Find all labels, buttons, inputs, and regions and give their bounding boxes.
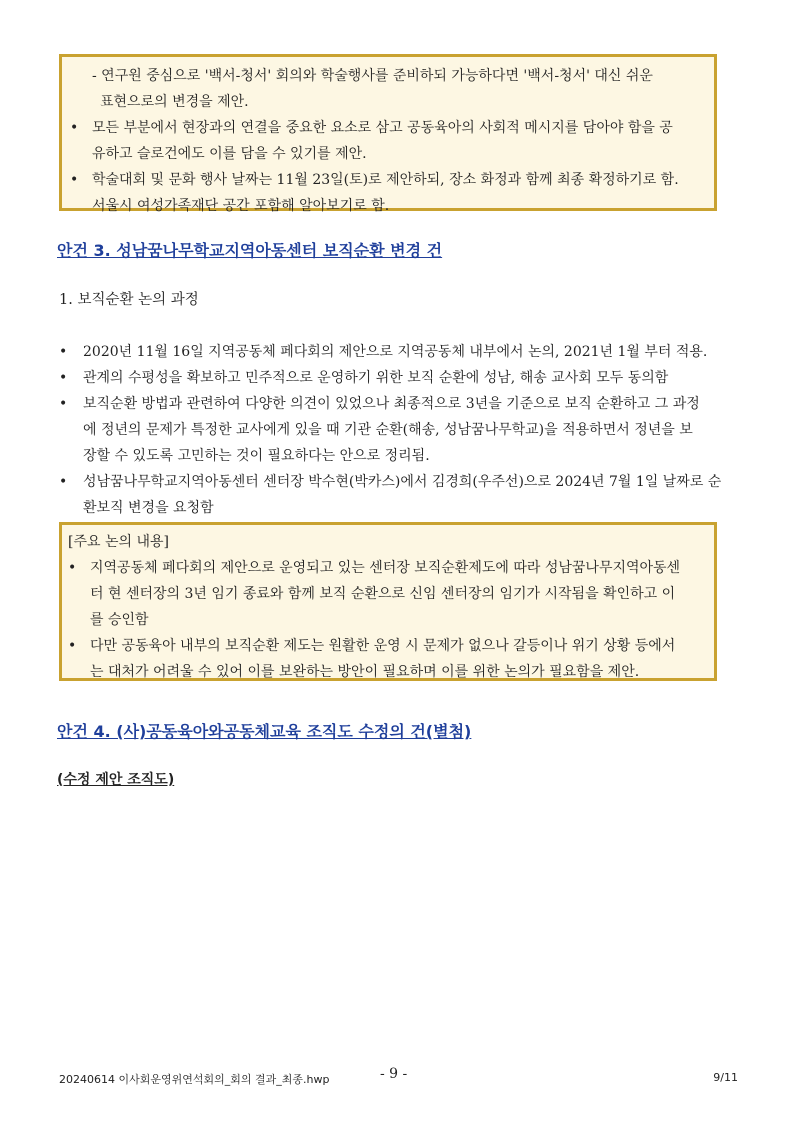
bullet-item: • 모든 부분에서 현장과의 연결을 중요한 요소로 삼고 공동육아의 사회적 메시지를 담아야 함을 공 — [70, 115, 704, 141]
agenda-4-subtitle: (수정 제안 조직도) — [57, 772, 175, 788]
bullet-item: • 학술대회 및 문화 행사 날짜는 11월 23일(토)로 제안하되, 장소 화정과 함께 최종 확정하기로 함. — [70, 167, 704, 193]
discussion-box-title: [주요 논의 내용] — [68, 534, 169, 550]
footer-filename: 20240614 이사회운영위연석회의_회의 결과_최종.hwp — [59, 1073, 330, 1086]
bullet-continuation: 터 현 센터장의 3년 임기 종료와 함께 보직 순환으로 신임 센터장의 임기가 시작됨을 확인하고 이 — [90, 586, 676, 602]
bullet-continuation: 를 승인함 — [90, 612, 149, 628]
bullet-item: • 보직순환 방법과 관련하여 다양한 의견이 있었으나 최종적으로 3년을 기준으로 보직 순환하고 그 과정 — [59, 391, 739, 417]
summary-box-1 — [59, 54, 717, 214]
bullet-item: • 성남꿈나무학교지역아동센터 센터장 박수현(박카스)에서 김경희(우주선)으로 2024년 7월 1일 날짜로 순 — [59, 469, 739, 495]
agenda-3-heading: 안건 3. 성남꿈나무학교지역아동센터 보직순환 변경 건 — [57, 241, 443, 260]
agenda-3-subtitle: 1. 보직순환 논의 과정 — [59, 292, 199, 308]
bullet-item: • 지역공동체 페다회의 제안으로 운영되고 있는 센터장 보직순환제도에 따라 성남꿈나무지역아동센 — [68, 555, 704, 581]
discussion-box — [59, 522, 717, 681]
bullet-item: • 다만 공동육아 내부의 보직순환 제도는 원활한 운영 시 문제가 없으나 갈등이나 위기 상황 등에서 — [68, 633, 704, 659]
agenda-4-heading: 안건 4. (사)공동육아와공동체교육 조직도 수정의 건(별첨) — [57, 722, 472, 741]
bullet-continuation: 서울시 여성가족재단 공간 포함해 알아보기로 함. — [92, 198, 390, 214]
agenda-3-list — [59, 339, 739, 521]
footer-page-number: - 9 - — [380, 1066, 408, 1082]
bullet-item: • 관계의 수평성을 확보하고 민주적으로 운영하기 위한 보직 순환에 성남, 해송 교사회 모두 동의함 — [59, 365, 739, 391]
bullet-continuation: 는 대처가 어려울 수 있어 이를 보완하는 방안이 필요하며 이를 위한 논의가 필요함을 제안. — [90, 664, 640, 680]
footer-page-count: 9/11 — [713, 1071, 738, 1084]
bullet-continuation: 유하고 슬로건에도 이를 담을 수 있기를 제안. — [92, 146, 367, 162]
bullet-continuation: 환보직 변경을 요청함 — [83, 500, 214, 516]
bullet-item: • 2020년 11월 16일 지역공동체 페다회의 제안으로 지역공동체 내부에서 논의, 2021년 1월 부터 적용. — [59, 339, 739, 365]
bullet-continuation: 에 정년의 문제가 특정한 교사에게 있을 때 기관 순환(해송, 성남꿈나무학교)을 적용하면서 정년을 보 — [83, 422, 693, 438]
bullet-continuation: 장할 수 있도록 고민하는 것이 필요하다는 안으로 정리됨. — [83, 448, 430, 464]
dash-item: - 연구원 중심으로 '백서-청서' 회의와 학술행사를 준비하되 가능하다면 '백서-청서' 대신 쉬운 — [92, 68, 653, 84]
dash-item-continuation: 표현으로의 변경을 제안. — [100, 94, 249, 110]
